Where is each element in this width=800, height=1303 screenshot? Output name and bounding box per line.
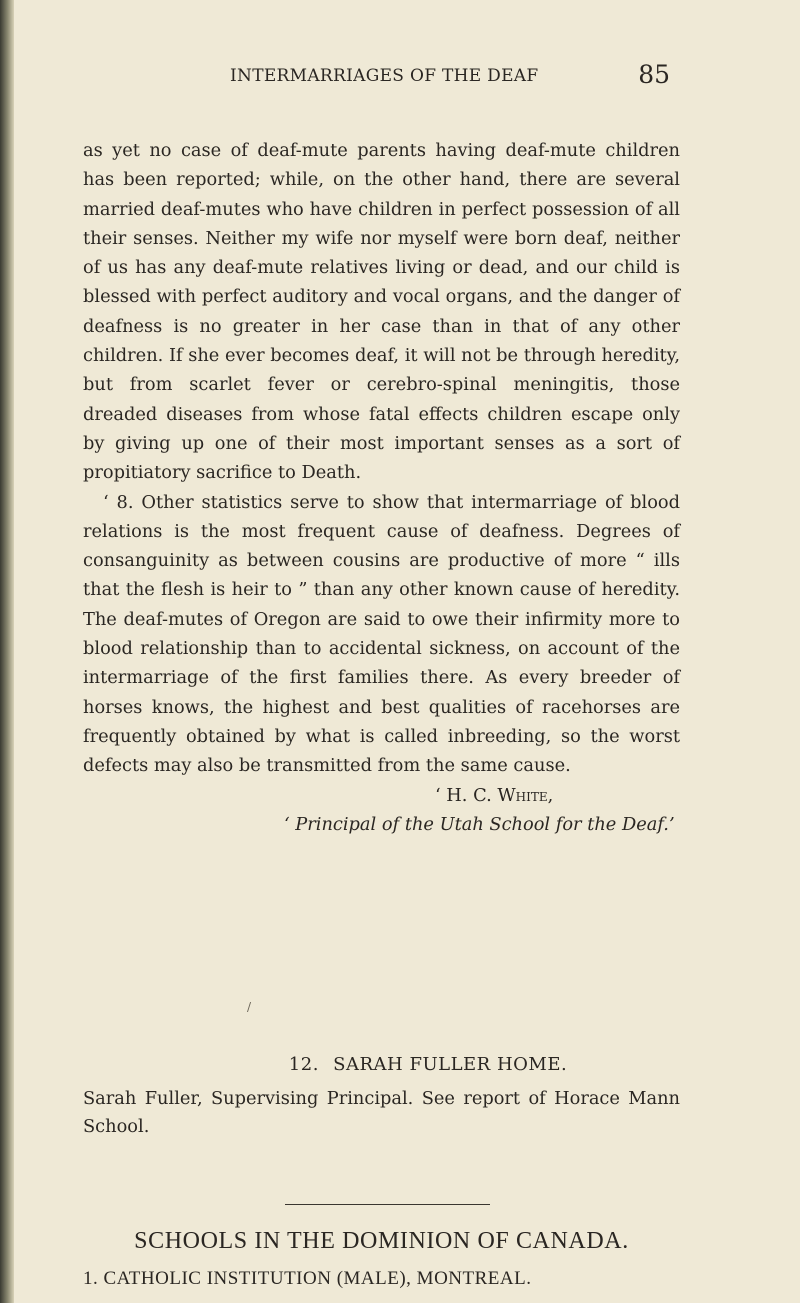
stray-mark: /	[247, 1000, 252, 1014]
paragraph-continued: as yet no case of deaf-mute parents having deaf-mute children has been reported; while, on the other hand, there are several married deaf-mutes who have children in perfect possession of all their senses. Neither my wife nor myself were born deaf, neither of us has any deaf-mute relatives living or dead, and our child is blessed with perfect auditory and vocal organs, and the danger of deafness is no greater in her case than in that of any other children. If she ever becomes deaf, it will not be through heredity, but from scarlet fever or cerebro-spinal meningitis, those dreaded diseases from whose fatal effects children escape only by giving up one of their most important senses as a sort of propitiatory sacrifice to Death.	[83, 140, 680, 484]
page-header	[230, 60, 670, 104]
book-spine-shadow	[0, 0, 14, 1303]
dominion-heading: SCHOOLS IN THE DOMINION OF CANADA.	[134, 1228, 629, 1254]
main-text	[83, 136, 680, 839]
section-12-number: 12.	[288, 1054, 319, 1075]
running-head: INTERMARRIAGES OF THE DEAF	[230, 66, 539, 86]
institution-heading: 1. CATHOLIC INSTITUTION (MALE), MONTREAL.	[83, 1268, 532, 1289]
section-12-heading	[0, 1054, 800, 1075]
page-number: 85	[638, 60, 670, 89]
paragraph-statistics: ‘ 8. Other statistics serve to show that intermarriage of blood relations is the most frequent cause of deafness. Degrees of consanguinity as between cousins are productive of more “ ills that the flesh is heir to ” than any other known cause of heredity. The deaf-mutes of Oregon are said to owe their infirmity more to blood relationship than to accidental sickness, on account of the intermarriage of the first families there. As every breeder of horses knows, the highest and best qualities of racehorses are frequently obtained by what is called inbreeding, so the worst defects may also be transmitted from the same cause.	[83, 491, 680, 777]
section-divider	[285, 1204, 490, 1205]
signature-name: ‘ H. C. White,	[435, 784, 554, 806]
section-12-text: Sarah Fuller, Supervising Principal. See report of Horace Mann School.	[83, 1088, 680, 1137]
section-12-title: SARAH FULLER HOME.	[333, 1054, 568, 1075]
signature-title: ‘ Principal of the Utah School for the Deaf.’	[284, 813, 675, 835]
